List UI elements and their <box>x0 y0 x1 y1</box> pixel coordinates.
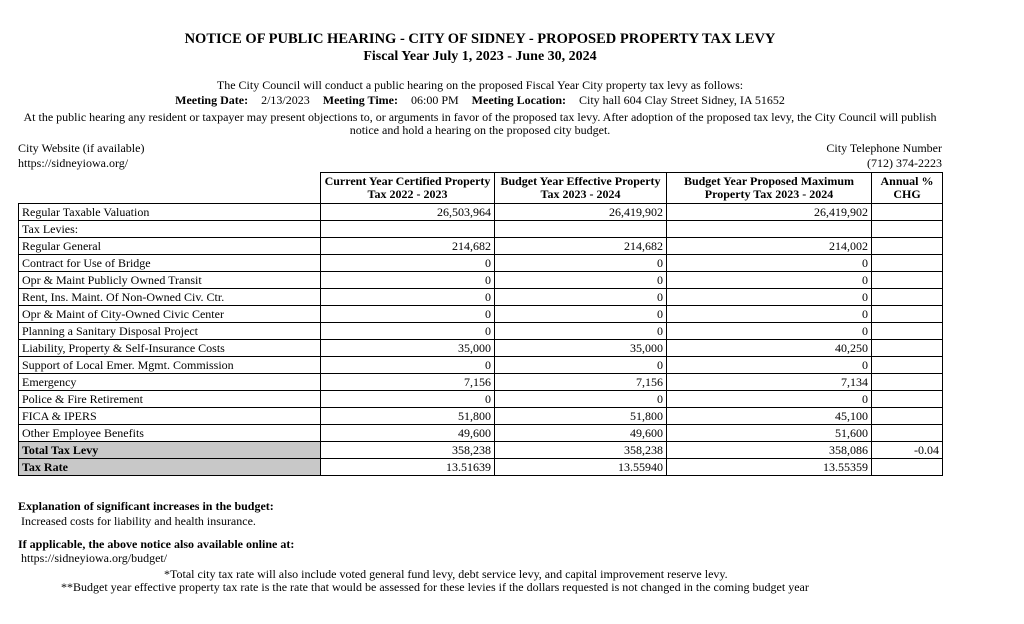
current-year-value: 0 <box>321 306 495 323</box>
table-row <box>19 238 943 255</box>
fiscal-year-subtitle: Fiscal Year July 1, 2023 - June 30, 2024 <box>363 49 597 64</box>
annual-chg-value <box>872 340 943 357</box>
annual-chg-value <box>872 425 943 442</box>
explanation-text: Increased costs for liability and health insurance. <box>21 514 256 528</box>
table-row <box>19 323 943 340</box>
current-year-value: 214,682 <box>321 238 495 255</box>
city-phone-number: (712) 374-2223 <box>867 156 942 170</box>
budget-proposed-value: 0 <box>667 357 872 374</box>
annual-chg-value <box>872 391 943 408</box>
budget-effective-value: 13.55940 <box>495 459 667 476</box>
row-label: Total Tax Levy <box>19 442 321 459</box>
row-label: Regular Taxable Valuation <box>19 204 321 221</box>
current-year-value: 13.51639 <box>321 459 495 476</box>
current-year-value: 358,238 <box>321 442 495 459</box>
annual-chg-value <box>872 408 943 425</box>
meeting-time-label: Meeting Time: <box>322 93 398 107</box>
budget-effective-value: 35,000 <box>495 340 667 357</box>
explanation-heading: Explanation of significant increases in the budget: <box>18 499 274 513</box>
budget-proposed-value: 45,100 <box>667 408 872 425</box>
budget-effective-value: 0 <box>495 357 667 374</box>
budget-proposed-value: 0 <box>667 255 872 272</box>
budget-effective-value: 0 <box>495 323 667 340</box>
table-row <box>19 442 943 459</box>
current-year-value: 0 <box>321 323 495 340</box>
current-year-value: 0 <box>321 391 495 408</box>
table-row <box>19 357 943 374</box>
current-year-value: 26,503,964 <box>321 204 495 221</box>
table-row <box>19 255 943 272</box>
row-label: FICA & IPERS <box>19 408 321 425</box>
annual-chg-value: -0.04 <box>872 442 943 459</box>
online-heading: If applicable, the above notice also available online at: <box>18 537 295 551</box>
budget-effective-value: 0 <box>495 391 667 408</box>
table-row <box>19 374 943 391</box>
budget-effective-value: 0 <box>495 255 667 272</box>
objections-paragraph: At the public hearing any resident or taxpayer may present objections to, or arguments in favor of the proposed tax levy. After adoption of the proposed tax levy, the City Council will publish notice and hold a hearing on the proposed city budget. <box>23 110 937 137</box>
current-year-value: 35,000 <box>321 340 495 357</box>
header-annual-chg: Annual % CHG <box>872 173 943 204</box>
budget-proposed-value: 358,086 <box>667 442 872 459</box>
budget-effective-value: 0 <box>495 306 667 323</box>
current-year-value: 49,600 <box>321 425 495 442</box>
city-website-label: City Website (if available) <box>18 141 145 155</box>
current-year-value: 0 <box>321 255 495 272</box>
row-label: Planning a Sanitary Disposal Project <box>19 323 321 340</box>
budget-proposed-value: 51,600 <box>667 425 872 442</box>
current-year-value: 0 <box>321 272 495 289</box>
online-url[interactable]: https://sidneyiowa.org/budget/ <box>21 551 168 565</box>
budget-proposed-value: 7,134 <box>667 374 872 391</box>
table-row <box>19 459 943 476</box>
row-label: Emergency <box>19 374 321 391</box>
city-phone-label: City Telephone Number <box>826 141 942 155</box>
budget-effective-value: 26,419,902 <box>495 204 667 221</box>
budget-proposed-value: 0 <box>667 289 872 306</box>
annual-chg-value <box>872 272 943 289</box>
current-year-value <box>321 221 495 238</box>
meeting-time: 06:00 PM <box>410 93 459 107</box>
table-row <box>19 204 943 221</box>
budget-proposed-value: 26,419,902 <box>667 204 872 221</box>
current-year-value: 51,800 <box>321 408 495 425</box>
row-label: Regular General <box>19 238 321 255</box>
tax-levy-body <box>19 204 943 476</box>
header-blank-cell <box>19 173 321 204</box>
budget-proposed-value: 13.55359 <box>667 459 872 476</box>
annual-chg-value <box>872 374 943 391</box>
header-current-year: Current Year Certified Property Tax 2022 - 2023 <box>321 173 495 204</box>
budget-proposed-value: 0 <box>667 272 872 289</box>
budget-proposed-value: 40,250 <box>667 340 872 357</box>
hearing-intro: The City Council will conduct a public hearing on the proposed Fiscal Year City property tax levy as follows: <box>216 78 744 92</box>
budget-effective-value <box>495 221 667 238</box>
table-row <box>19 408 943 425</box>
table-row <box>19 391 943 408</box>
meeting-location-label: Meeting Location: <box>471 93 566 107</box>
annual-chg-value <box>872 323 943 340</box>
row-label: Tax Rate <box>19 459 321 476</box>
budget-effective-value: 214,682 <box>495 238 667 255</box>
annual-chg-value <box>872 204 943 221</box>
current-year-value: 0 <box>321 357 495 374</box>
meeting-location: City hall 604 Clay Street Sidney, IA 51652 <box>578 93 785 107</box>
row-label: Opr & Maint Publicly Owned Transit <box>19 272 321 289</box>
row-label: Tax Levies: <box>19 221 321 238</box>
budget-proposed-value <box>667 221 872 238</box>
current-year-value: 0 <box>321 289 495 306</box>
table-row <box>19 272 943 289</box>
budget-proposed-value: 0 <box>667 323 872 340</box>
table-header-row <box>19 173 943 204</box>
annual-chg-value <box>872 289 943 306</box>
tax-levy-table <box>18 172 943 476</box>
meeting-details <box>0 93 960 108</box>
header-budget-proposed: Budget Year Proposed Maximum Property Tax 2023 - 2024 <box>667 173 872 204</box>
annual-chg-value <box>872 306 943 323</box>
budget-effective-value: 0 <box>495 289 667 306</box>
annual-chg-value <box>872 357 943 374</box>
budget-effective-value: 358,238 <box>495 442 667 459</box>
row-label: Other Employee Benefits <box>19 425 321 442</box>
city-phone-block <box>826 141 942 171</box>
row-label: Contract for Use of Bridge <box>19 255 321 272</box>
header-budget-effective: Budget Year Effective Property Tax 2023 - 2024 <box>495 173 667 204</box>
annual-chg-value <box>872 255 943 272</box>
row-label: Police & Fire Retirement <box>19 391 321 408</box>
table-row <box>19 306 943 323</box>
budget-proposed-value: 0 <box>667 306 872 323</box>
annual-chg-value <box>872 238 943 255</box>
table-row <box>19 425 943 442</box>
table-row <box>19 340 943 357</box>
budget-effective-value: 0 <box>495 272 667 289</box>
annual-chg-value <box>872 459 943 476</box>
budget-effective-value: 7,156 <box>495 374 667 391</box>
notice-title: NOTICE OF PUBLIC HEARING - CITY OF SIDNEY - PROPOSED PROPERTY TAX LEVY <box>184 31 776 47</box>
footnote-effective-rate: **Budget year effective property tax rate is the rate that would be assessed for these levies if the dollars requested is not changed in the coming budget year <box>61 580 809 594</box>
table-row <box>19 289 943 306</box>
row-label: Support of Local Emer. Mgmt. Commission <box>19 357 321 374</box>
meeting-date-label: Meeting Date: <box>175 93 249 107</box>
row-label: Liability, Property & Self-Insurance Costs <box>19 340 321 357</box>
current-year-value: 7,156 <box>321 374 495 391</box>
meeting-date: 2/13/2023 <box>261 93 310 107</box>
budget-proposed-value: 214,002 <box>667 238 872 255</box>
budget-proposed-value: 0 <box>667 391 872 408</box>
budget-effective-value: 51,800 <box>495 408 667 425</box>
row-label: Rent, Ins. Maint. Of Non-Owned Civ. Ctr. <box>19 289 321 306</box>
row-label: Opr & Maint of City-Owned Civic Center <box>19 306 321 323</box>
table-row <box>19 221 943 238</box>
budget-effective-value: 49,600 <box>495 425 667 442</box>
city-website-url[interactable]: https://sidneyiowa.org/ <box>18 156 129 170</box>
city-website-block <box>18 141 144 171</box>
annual-chg-value <box>872 221 943 238</box>
footnote-total-rate: *Total city tax rate will also include voted general fund levy, debt service levy, and capital improvement reserve levy. <box>164 567 728 581</box>
